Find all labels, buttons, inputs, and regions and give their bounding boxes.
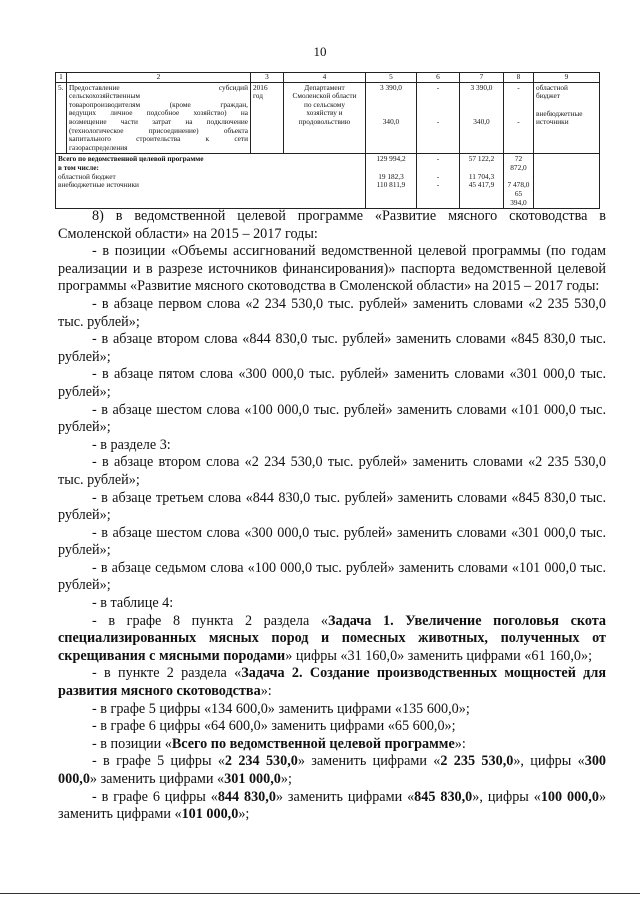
row-col8: - - — [504, 82, 534, 154]
totals-label: Всего по ведомственной целевой программе в том числе: областной бюджет внебюджетные источники — [56, 154, 366, 209]
row-source: областной бюджет внебюджетные источники — [534, 82, 600, 154]
paragraph: - в абзаце третьем слова «844 830,0 тыс. рублей» заменить словами «845 830,0 тыс. рублей»; — [58, 489, 606, 524]
paragraph: - в графе 8 пункта 2 раздела «Задача 1. Увеличение поголовья скота специализированных мясных пород и помесных животных, полученных от скрещивания с мясными породами» цифры «31 160,0» заменить цифрами «61 160,0»; — [58, 612, 606, 664]
paragraph: - в позиции «Всего по ведомственной целевой программе»: — [92, 735, 466, 752]
paragraph: - в разделе 3: — [92, 436, 171, 453]
row-year: 2016 год — [251, 82, 284, 154]
header-cell: 3 — [251, 73, 284, 83]
row-col7: 3 390,0 340,0 — [460, 82, 504, 154]
totals-col9 — [534, 154, 600, 209]
paragraph: - в графе 6 цифры «64 600,0» заменить цифрами «65 600,0»; — [92, 718, 456, 735]
totals-col5: 129 994,2 19 182,3 110 811,9 — [366, 154, 417, 209]
paragraph: 8) в ведомственной целевой программе «Развитие мясного скотоводства в Смоленской области» на 2015 – 2017 годы: — [58, 208, 606, 242]
paragraph: - в абзаце пятом слова «300 000,0 тыс. рублей» заменить словами «301 000,0 тыс. рублей»; — [58, 366, 606, 400]
paragraph: - в графе 6 цифры «844 830,0» заменить цифрами «845 830,0», цифры «100 000,0» заменить цифрами «101 000,0»; — [58, 788, 607, 823]
header-cell: 9 — [534, 73, 600, 83]
header-cell: 2 — [67, 73, 251, 83]
row-description: Предоставление субсидий сельскохозяйственным товаропроизводителям (кроме граждан, ведущих личное подсобное хозяйство) на возмещение части затрат на подключение (технологическое присоединение) объекта капитального строительства к сети газораспределения — [67, 82, 251, 154]
header-cell: 4 — [284, 73, 366, 83]
row-col5: 3 390,0 340,0 — [366, 82, 417, 154]
header-cell: 6 — [417, 73, 460, 83]
paragraph: - в абзаце первом слова «2 234 530,0 тыс. рублей» заменить словами «2 235 530,0 тыс. рублей»; — [58, 295, 606, 330]
paragraph: - в абзаце втором слова «2 234 530,0 тыс. рублей» заменить словами «2 235 530,0 тыс. рублей»; — [58, 454, 606, 488]
table-row — [56, 82, 600, 154]
header-cell: 8 — [504, 73, 534, 83]
totals-row — [56, 154, 600, 209]
row-number: 5. — [56, 82, 67, 154]
paragraph: - в позиции «Объемы ассигнований ведомственной целевой программы (по годам реализации и в разрезе источников финансирования)» паспорта ведомственной целевой программы «Развитие мясного скотоводства в Смоленской области» на 2015 – 2017 годы: — [58, 243, 606, 295]
header-cell: 1 — [56, 73, 67, 83]
totals-col6: - - - — [417, 154, 460, 209]
paragraph: - в графе 5 цифры «134 600,0» заменить цифрами «135 600,0»; — [92, 700, 470, 717]
paragraph: - в графе 5 цифры «2 234 530,0» заменить цифрами «2 235 530,0», цифры «300 000,0» заменить цифрами «301 000,0»; — [58, 753, 606, 787]
paragraph: - в абзаце втором слова «844 830,0 тыс. рублей» заменить словами «845 830,0 тыс. рублей»; — [58, 331, 606, 365]
row-col6: - - — [417, 82, 460, 154]
document-body — [58, 208, 606, 824]
bottom-divider — [0, 893, 640, 894]
header-cell: 5 — [366, 73, 417, 83]
paragraph: - в абзаце шестом слова «100 000,0 тыс. рублей» заменить словами «101 000,0 тыс. рублей»; — [58, 401, 606, 436]
paragraph: - в таблице 4: — [92, 595, 174, 612]
paragraph: - в пункте 2 раздела «Задача 2. Создание производственных мощностей для развития мясного скотоводства»: — [58, 665, 606, 700]
row-executor: Департамент Смоленской области по сельскому хозяйству и продовольствию — [284, 82, 366, 154]
header-cell: 7 — [460, 73, 504, 83]
table-header-row — [56, 73, 600, 83]
totals-col8: 72 872,0 7 478,0 65 394,0 — [504, 154, 534, 209]
page-number: 10 — [313, 44, 327, 59]
totals-col7: 57 122,2 11 704,3 45 417,9 — [460, 154, 504, 209]
paragraph: - в абзаце шестом слова «300 000,0 тыс. рублей» заменить словами «301 000,0 тыс. рублей»; — [58, 524, 606, 559]
paragraph: - в абзаце седьмом слова «100 000,0 тыс. рублей» заменить словами «101 000,0 тыс. рублей»; — [58, 559, 606, 594]
financing-table — [55, 72, 600, 209]
